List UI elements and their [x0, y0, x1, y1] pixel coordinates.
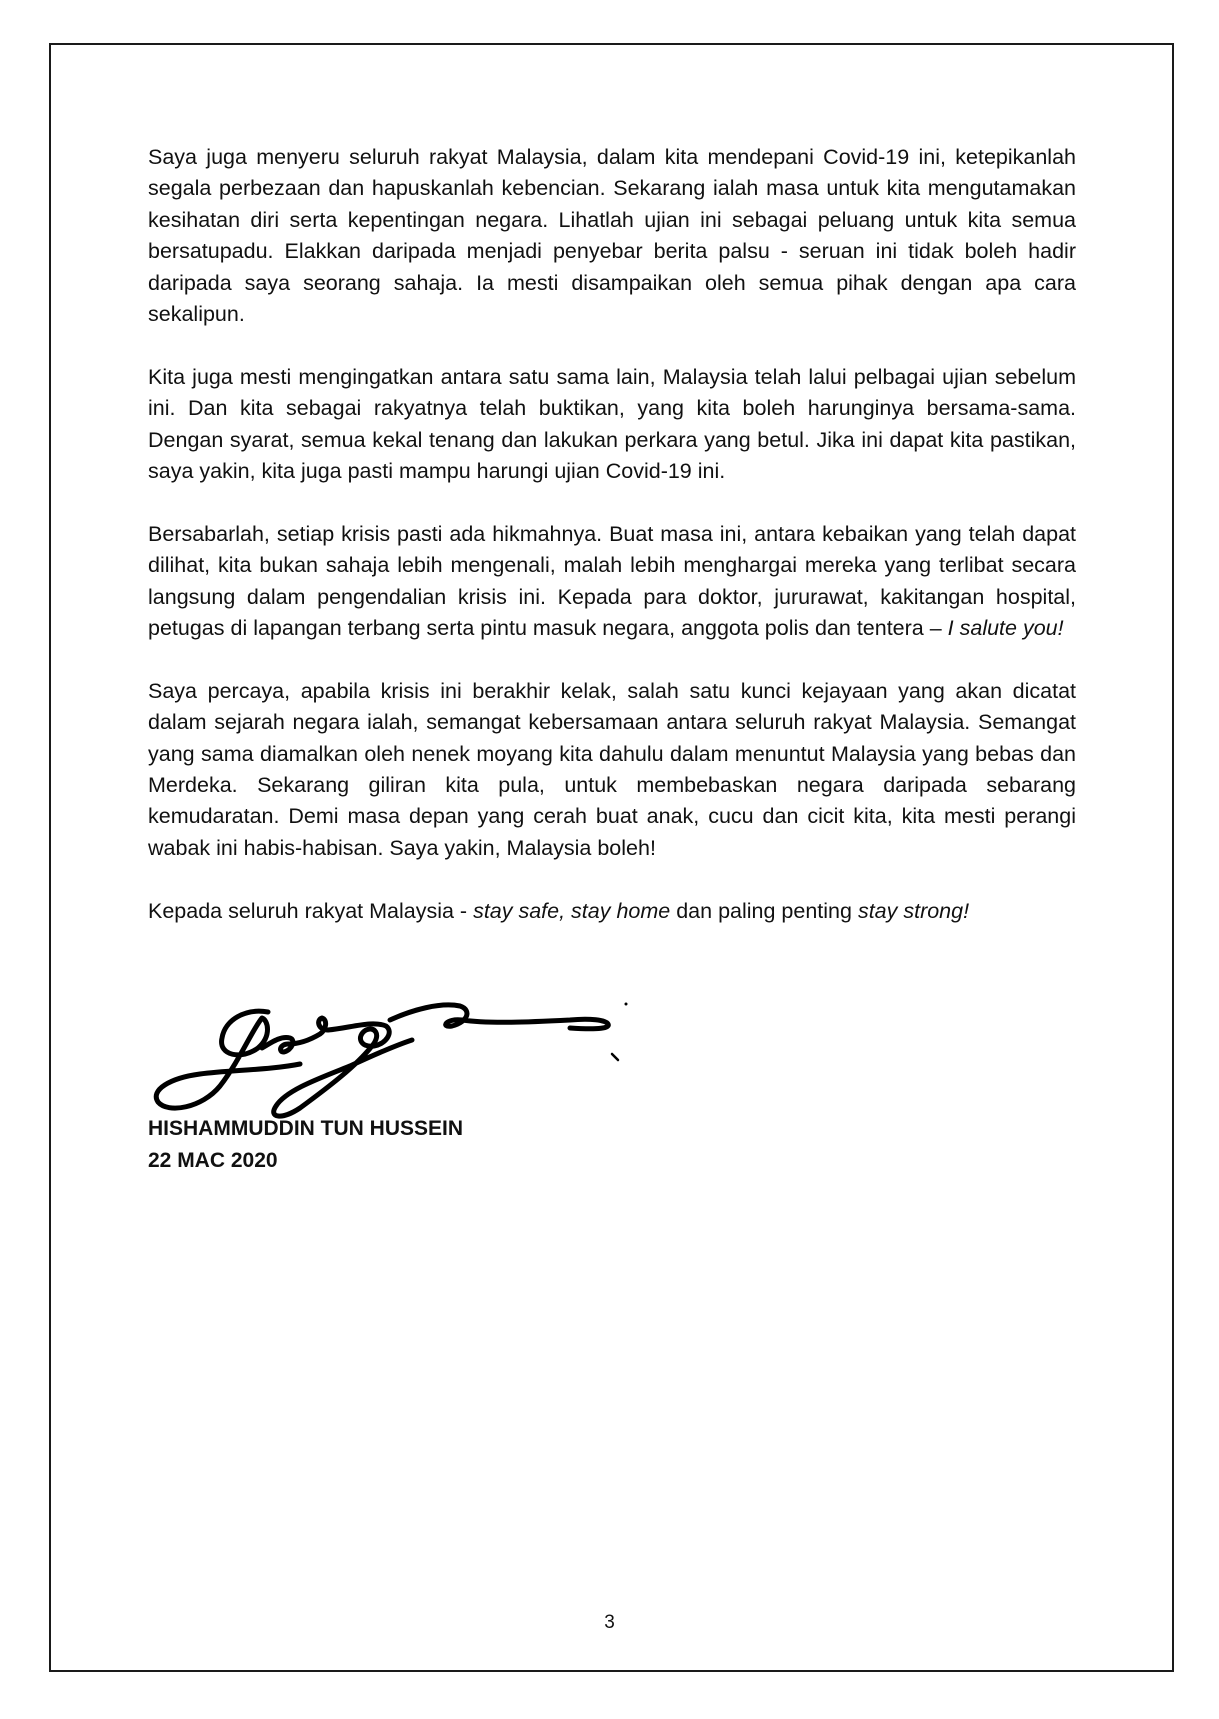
paragraph-4	[148, 676, 1076, 864]
handwritten-signature	[150, 990, 650, 1130]
paragraph-3	[148, 519, 1076, 645]
paragraph-2	[148, 362, 1076, 488]
paragraph-1	[148, 142, 1076, 330]
closing-line	[148, 896, 1076, 927]
paragraph-4-text: Saya percaya, apabila krisis ini berakhir kelak, salah satu kunci kejayaan yang akan dicatat dalam sejarah negara ialah, semangat kebersamaan antara seluruh rakyat Malaysia. Semangat yang sama diamalkan oleh nenek moyang kita dahulu dalam menuntut Malaysia yang bebas dan Merdeka. Sekarang giliran kita pula, untuk membebaskan negara daripada sebarang kemudaratan. Demi masa depan yang cerah buat anak, cucu dan cicit kita, kita mesti perangi wabak ini habis-habisan. Saya yakin, Malaysia boleh!	[148, 678, 1076, 860]
paragraph-1-text: Saya juga menyeru seluruh rakyat Malaysia, dalam kita mendepani Covid-19 ini, ketepikanlah segala perbezaan dan hapuskanlah kebencian. Sekarang ialah masa untuk kita mengutamakan kesihatan diri serta kepentingan negara. Lihatlah ujian ini sebagai peluang untuk kita semua bersatupadu. Elakkan daripada menjadi penyebar berita palsu - seruan ini tidak boleh hadir daripada saya seorang sahaja. Ia mesti disampaikan oleh semua pihak dengan apa cara sekalipun.	[148, 145, 1076, 327]
closing-part-2: dan paling penting	[670, 898, 858, 923]
signatory-name: HISHAMMUDDIN TUN HUSSEIN	[148, 1117, 463, 1140]
page-number: 3	[604, 1612, 615, 1633]
letter-body	[148, 142, 1076, 927]
paragraph-2-text: Kita juga mesti mengingatkan antara satu sama lain, Malaysia telah lalui pelbagai ujian sebelum ini. Dan kita sebagai rakyatnya telah buktikan, yang kita boleh harunginya bersama-sama. Dengan syarat, semua kekal tenang dan lakukan perkara yang betul. Jika ini dapat kita pastikan, saya yakin, kita juga pasti mampu harungi ujian Covid-19 ini.	[148, 364, 1076, 484]
closing-italic-1: stay safe, stay home	[473, 898, 671, 923]
signature-date: 22 MAC 2020	[148, 1149, 278, 1172]
closing-part-1: Kepada seluruh rakyat Malaysia -	[148, 898, 474, 923]
paragraph-3-salute: I salute you!	[947, 616, 1064, 641]
closing-italic-2: stay strong!	[857, 898, 970, 923]
paragraph-3-text: Bersabarlah, setiap krisis pasti ada hikmahnya. Buat masa ini, antara kebaikan yang telah dapat dilihat, kita bukan sahaja lebih mengenali, malah lebih menghargai mereka yang terlibat secara langsung dalam pengendalian krisis ini. Kepada para doktor, jururawat, kakitangan hospital, petugas di lapangan terbang serta pintu masuk negara, anggota polis dan tentera –	[148, 521, 1076, 641]
